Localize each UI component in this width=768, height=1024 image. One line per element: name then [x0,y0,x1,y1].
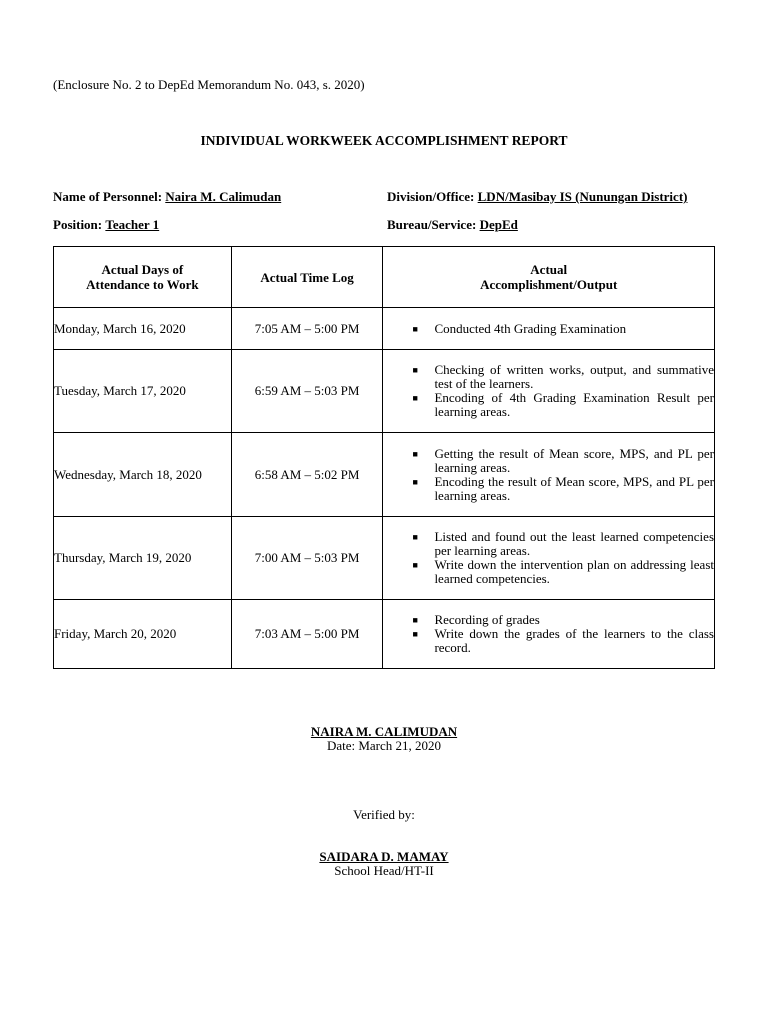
personnel-name-line [53,189,281,205]
verifier-position: School Head/HT-II [334,863,434,878]
signature-date: Date: March 21, 2020 [326,738,442,753]
bureau-label: Bureau/Service: [387,217,477,232]
bullet-icon: ■ [412,365,418,375]
position-label: Position: [53,217,103,232]
personnel-name-value: Naira M. Calimudan [165,189,282,204]
bureau-value: DepEd [479,217,518,232]
verified-by-label: Verified by: [353,807,415,822]
list-item: ■ Getting the result of Mean score, MPS, and PL per learning areas. [412,445,714,475]
bureau-line [387,217,518,233]
time-log-cell: 6:58 AM – 5:02 PM [231,433,383,517]
bullet-icon: ■ [412,393,418,403]
personnel-name-label: Name of Personnel: [53,189,163,204]
accomplishment-cell [383,600,715,669]
table-header-row [54,247,715,308]
header-days: Actual Days of Attendance to Work [54,247,232,308]
day-cell: Thursday, March 19, 2020 [54,517,232,600]
division-line [387,189,687,205]
enclosure-note: (Enclosure No. 2 to DepEd Memorandum No. 043, s. 2020) [53,77,365,92]
table-row [54,600,715,669]
accomplishment-cell [383,433,715,517]
bullet-icon: ■ [412,560,418,570]
table-row [54,517,715,600]
division-value: LDN/Masibay IS (Nunungan District) [477,189,688,204]
report-title: INDIVIDUAL WORKWEEK ACCOMPLISHMENT REPORT [200,133,568,148]
table-row [54,308,715,350]
list-item: ■ Recording of grades [412,612,540,627]
day-cell: Tuesday, March 17, 2020 [54,350,232,433]
bullet-icon: ■ [412,448,418,459]
time-log-cell: 6:59 AM – 5:03 PM [231,350,383,433]
bullet-icon: ■ [412,615,418,625]
day-cell: Wednesday, March 18, 2020 [54,433,232,517]
bullet-icon: ■ [412,476,418,487]
table-row [54,350,715,433]
list-item: ■ Listed and found out the least learned competencies per learning areas. [412,529,714,558]
list-item: ■ Encoding the result of Mean score, MPS, and PL per learning areas. [412,473,714,503]
list-item: ■ Write down the intervention plan on addressing least learned competencies. [412,557,714,586]
verifier-signature-block [0,850,768,878]
accomplishment-cell [383,350,715,433]
table-row [54,433,715,517]
time-log-cell: 7:00 AM – 5:03 PM [231,517,383,600]
list-item: ■ Conducted 4th Grading Examination [412,320,627,336]
list-item: ■ Write down the grades of the learners to the class record. [412,626,714,655]
list-item: ■ Checking of written works, output, and summative test of the learners. [412,362,714,391]
header-accomplishment: Actual Accomplishment/Output [383,247,715,308]
bullet-icon: ■ [412,629,418,639]
day-cell: Monday, March 16, 2020 [54,308,232,350]
bullet-icon: ■ [412,323,418,334]
personnel-signature-block [0,725,768,753]
list-item: ■ Encoding of 4th Grading Examination Result per learning areas. [412,390,714,419]
division-label: Division/Office: [387,189,475,204]
bullet-icon: ■ [412,532,418,542]
verifier-name: SAIDARA D. MAMAY [319,849,449,864]
position-line [53,217,159,233]
position-value: Teacher 1 [105,217,160,232]
time-log-cell: 7:03 AM – 5:00 PM [231,600,383,669]
header-time-log: Actual Time Log [231,247,383,308]
accomplishment-table [53,246,715,669]
day-cell: Friday, March 20, 2020 [54,600,232,669]
accomplishment-cell [383,308,715,350]
accomplishment-cell [383,517,715,600]
time-log-cell: 7:05 AM – 5:00 PM [231,308,383,350]
personnel-signature-name: NAIRA M. CALIMUDAN [310,724,458,739]
